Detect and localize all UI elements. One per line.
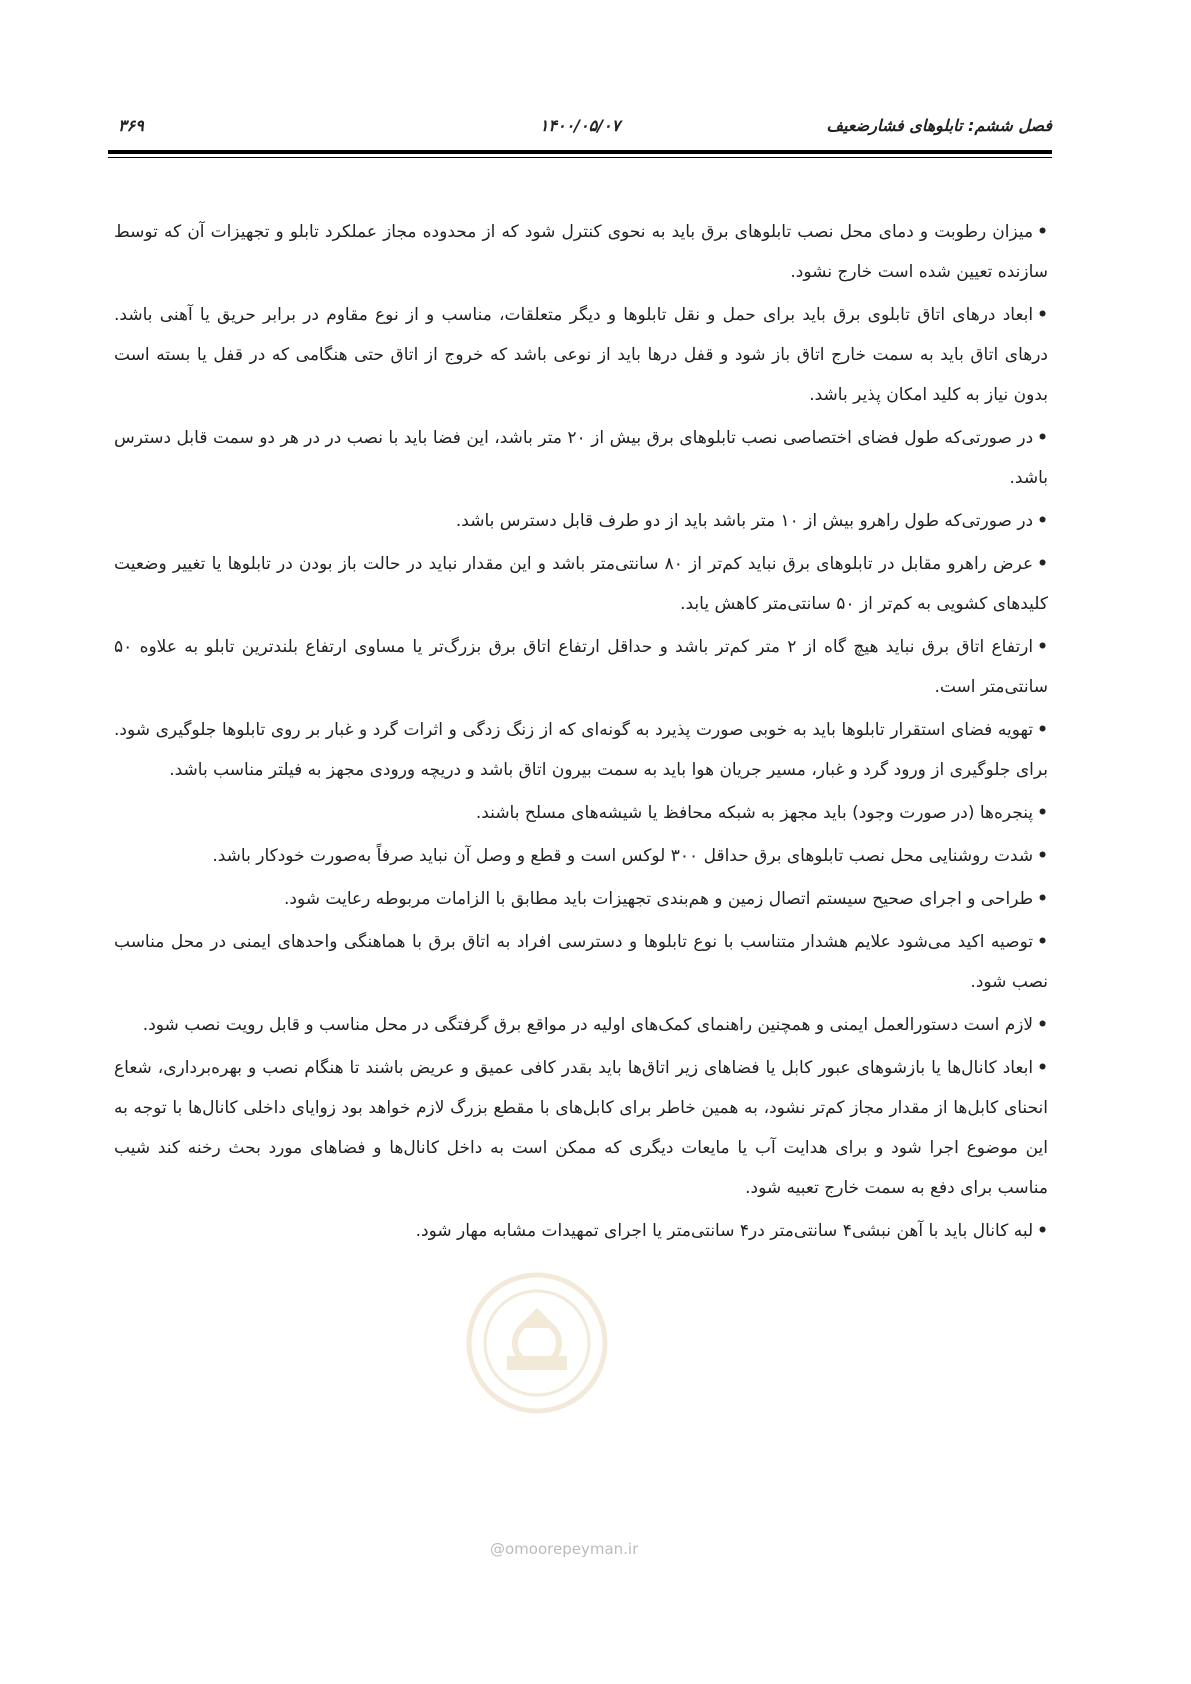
header-rule-thin xyxy=(108,157,1052,158)
list-item-text: تهویه فضای استقرار تابلوها باید به خوبی صورت پذیرد به گونه‌ای که از زنگ زدگی و اثرات گرد و غبار بر روی تابلوها جلوگیری شود. برای جلوگیری از ورود گرد و غبار، مسیر جریان هوا باید به سمت بیرون اتاق باشد و دریچه ورودی مجهز به فیلتر مناسب باشد. xyxy=(114,720,1048,780)
bullet-icon: • xyxy=(1037,554,1048,574)
list-item xyxy=(114,710,1048,790)
list-item-text: ابعاد درهای اتاق تابلوی برق باید برای حمل و نقل تابلوها و دیگر متعلقات، مناسب و از نوع مقاوم در برابر حریق یا آهنی باشد. درهای اتاق باید به سمت خارج اتاق باز شود و قفل درها باید از نوعی باشد که خروج از اتاق حتی هنگامی که در قفل یا بسته است بدون نیاز به کلید امکان پذیر باشد. xyxy=(114,305,1048,405)
list-item xyxy=(114,1048,1048,1208)
header-date: ۱۴۰۰/۰۵/۰۷ xyxy=(539,116,621,135)
page-number: ۳۶۹ xyxy=(118,116,144,135)
watermark-logo-icon xyxy=(462,1268,612,1418)
list-item xyxy=(114,544,1048,624)
list-item-text: پنجره‌ها (در صورت وجود) باید مجهز به شبکه محافظ یا شیشه‌های مسلح باشند. xyxy=(475,803,1034,823)
watermark-text: @omoorepeyman.ir xyxy=(490,1540,639,1558)
bullet-icon: • xyxy=(1037,222,1048,242)
list-item-text: طراحی و اجرای صحیح سیستم اتصال زمین و هم‌بندی تجهیزات باید مطابق با الزامات مربوطه رعایت شود. xyxy=(284,889,1034,909)
list-item xyxy=(114,295,1048,415)
bullet-icon: • xyxy=(1037,1058,1048,1078)
bullet-icon: • xyxy=(1037,803,1048,823)
bullet-icon: • xyxy=(1037,1015,1048,1035)
list-item-text: لبه کانال باید با آهن نبشی۴ سانتی‌متر در۴ سانتی‌متر یا اجرای تمهیدات مشابه مهار شود. xyxy=(415,1221,1034,1241)
list-item-text: میزان رطوبت و دمای محل نصب تابلوهای برق باید به نحوی کنترل شود که از محدوده مجاز عملکرد تابلو و تجهیزات آن که توسط سازنده تعیین شده است خارج نشود. xyxy=(114,222,1048,282)
bullet-icon: • xyxy=(1037,1221,1048,1241)
bullet-icon: • xyxy=(1037,305,1048,325)
bullet-icon: • xyxy=(1037,846,1048,866)
body-content xyxy=(114,212,1048,1254)
list-item xyxy=(114,212,1048,292)
list-item-text: لازم است دستورالعمل ایمنی و همچنین راهنمای کمک‌های اولیه در مواقع برق گرفتگی در محل مناسب و قابل رویت نصب شود. xyxy=(142,1015,1034,1035)
list-item-text: شدت روشنایی محل نصب تابلوهای برق حداقل ۳۰۰ لوکس است و قطع و وصل آن نباید صرفاً به‌صورت خودکار باشد. xyxy=(212,846,1034,866)
list-item xyxy=(114,501,1048,541)
list-item xyxy=(114,1005,1048,1045)
bullet-icon: • xyxy=(1037,428,1049,448)
header-rule-thick xyxy=(108,150,1052,154)
list-item xyxy=(114,627,1048,707)
list-item-text: در صورتی‌که طول فضای اختصاصی نصب تابلوهای برق بیش از ۲۰ متر باشد، این فضا باید با نصب در در هر دو سمت قابل دسترس باشد. xyxy=(114,428,1048,488)
page-header xyxy=(108,116,1052,142)
list-item xyxy=(114,922,1048,1002)
list-item-text: عرض راهرو مقابل در تابلوهای برق نباید کم‌تر از ۸۰ سانتی‌متر باشد و این مقدار نباید در حالت باز بودن در تابلوها یا تغییر وضعیت کلیدهای کشویی به کم‌تر از ۵۰ سانتی‌متر کاهش یابد. xyxy=(114,554,1048,614)
list-item xyxy=(114,793,1048,833)
bullet-icon: • xyxy=(1037,637,1048,657)
list-item-text: ارتفاع اتاق برق نباید هیچ گاه از ۲ متر کم‌تر باشد و حداقل ارتفاع اتاق برق بزرگ‌تر یا مساوی ارتفاع بلندترین تابلو به علاوه ۵۰ سانتی‌متر است. xyxy=(114,637,1048,697)
list-item-text: در صورتی‌که طول راهرو بیش از ۱۰ متر باشد باید از دو طرف قابل دسترس باشد. xyxy=(455,511,1034,531)
list-item-text: توصیه اکید می‌شود علایم هشدار متناسب با نوع تابلوها و دسترسی افراد به اتاق برق با هماهنگی واحدهای ایمنی در محل مناسب نصب شود. xyxy=(114,932,1048,992)
list-item xyxy=(114,836,1048,876)
list-item xyxy=(114,1211,1048,1251)
list-item xyxy=(114,418,1048,498)
bullet-icon: • xyxy=(1037,932,1048,952)
bullet-icon: • xyxy=(1037,889,1048,909)
chapter-title: فصل ششم: تابلوهای فشارضعیف xyxy=(826,116,1052,135)
bullet-icon: • xyxy=(1037,720,1048,740)
bullet-icon: • xyxy=(1037,511,1048,531)
list-item-text: ابعاد کانال‌ها یا بازشوهای عبور کابل یا فضاهای زیر اتاق‌ها باید بقدر کافی عمیق و عریض باشند تا هنگام نصب و بهره‌برداری، شعاع انحنای کابل‌ها از مقدار مجاز کم‌تر نشود، به همین خاطر برای کابل‌های با مقطع بزرگ لازم خواهد بود زوایای داخلی کانال‌ها با توجه به این موضوع اجرا شود و برای هدایت آب یا مایعات دیگری که ممکن است به داخل کانال‌ها و فضاهای مورد بحث رخنه کند شیب مناسب برای دفع به سمت خارج تعبیه شود. xyxy=(114,1058,1048,1198)
list-item xyxy=(114,879,1048,919)
